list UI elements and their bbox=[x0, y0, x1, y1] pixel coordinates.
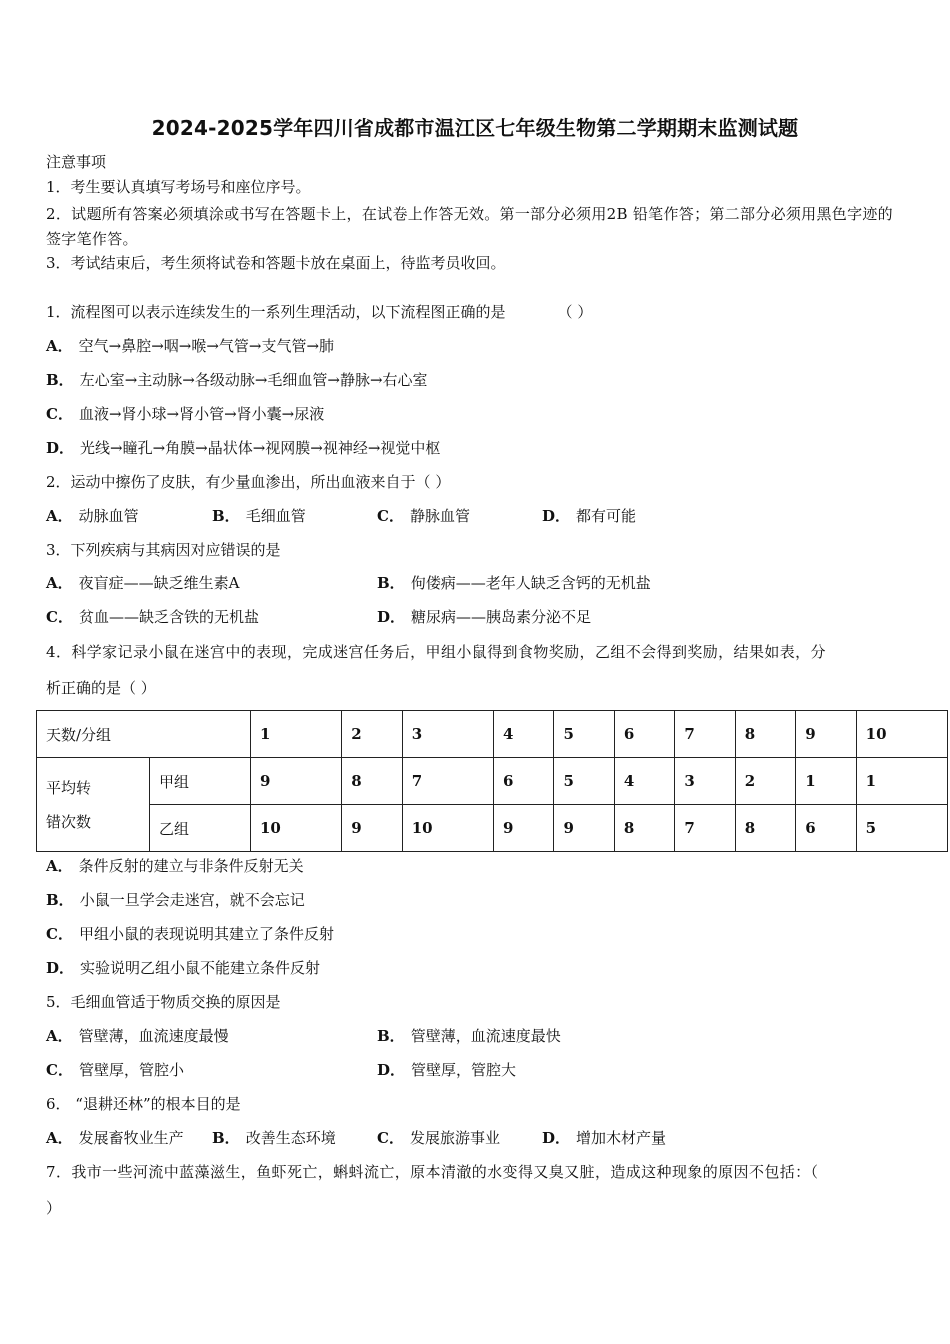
question-2-stem: 2．运动中擦伤了皮肤，有少量血渗出，所出血液来自于（ ） bbox=[46, 473, 451, 491]
table-cell: 7 bbox=[675, 805, 735, 852]
option-text: 发展旅游事业 bbox=[409, 1129, 500, 1147]
question-3-option-c bbox=[46, 607, 259, 627]
table-cell: 8 bbox=[342, 758, 402, 805]
table-cell: 2 bbox=[342, 711, 402, 758]
option-text: 甲组小鼠的表现说明其建立了条件反射 bbox=[78, 925, 334, 943]
option-text: 小鼠一旦学会走迷宫，就不会忘记 bbox=[79, 891, 305, 909]
option-letter: C． bbox=[46, 405, 73, 423]
question-3-option-b bbox=[377, 573, 651, 593]
question-5-option-d bbox=[377, 1060, 516, 1080]
question-5-option-b bbox=[377, 1026, 561, 1046]
row-group-line: 错次数 bbox=[46, 812, 92, 831]
option-text: 管壁厚，管腔小 bbox=[78, 1061, 184, 1079]
question-1-stem bbox=[46, 302, 592, 322]
table-cell: 5 bbox=[554, 758, 614, 805]
question-6-option-c bbox=[377, 1128, 500, 1148]
question-1-option-c bbox=[46, 404, 324, 424]
option-text: 光线→瞳孔→角膜→晶状体→视网膜→视神经→视觉中枢 bbox=[80, 439, 441, 457]
option-letter: B． bbox=[46, 371, 74, 389]
table-cell: 5 bbox=[856, 805, 947, 852]
option-letter: D． bbox=[46, 439, 75, 457]
table-cell: 9 bbox=[796, 711, 856, 758]
option-letter: A． bbox=[46, 1027, 73, 1045]
group-a-label: 甲组 bbox=[150, 758, 251, 805]
option-text: 动脉血管 bbox=[78, 507, 139, 525]
question-2-option-b bbox=[212, 506, 306, 526]
option-text: 都有可能 bbox=[576, 507, 637, 525]
question-6-stem: 6． “退耕还林”的根本目的是 bbox=[46, 1095, 241, 1113]
answer-bracket: （ ） bbox=[557, 303, 593, 321]
notice-heading: 注意事项 bbox=[46, 153, 107, 171]
option-letter: C． bbox=[46, 608, 73, 626]
table-cell: 1 bbox=[251, 711, 342, 758]
page-title: 2024-2025学年四川省成都市温江区七年级生物第二学期期末监测试题 bbox=[151, 116, 799, 140]
option-text: 左心室→主动脉→各级动脉→毛细血管→静脉→右心室 bbox=[79, 371, 428, 389]
option-text: 毛细血管 bbox=[245, 507, 306, 525]
table-cell: 9 bbox=[494, 805, 554, 852]
option-letter: D． bbox=[46, 959, 75, 977]
table-cell: 8 bbox=[735, 711, 795, 758]
table-cell: 3 bbox=[675, 758, 735, 805]
option-text: 血液→肾小球→肾小管→肾小囊→尿液 bbox=[78, 405, 325, 423]
option-text: 佝偻病——老年人缺乏含钙的无机盐 bbox=[410, 574, 651, 592]
table-cell: 2 bbox=[735, 758, 795, 805]
table-cell: 6 bbox=[614, 711, 674, 758]
results-table bbox=[36, 710, 948, 852]
option-text: 糖尿病——胰岛素分泌不足 bbox=[411, 608, 592, 626]
table-row bbox=[37, 805, 948, 852]
table-cell: 4 bbox=[494, 711, 554, 758]
option-text: 管壁厚，管腔大 bbox=[411, 1061, 517, 1079]
table-cell: 1 bbox=[796, 758, 856, 805]
option-letter: B． bbox=[212, 507, 240, 525]
table-row-group-label bbox=[37, 758, 150, 852]
option-letter: B． bbox=[212, 1129, 240, 1147]
question-2-option-a bbox=[46, 506, 139, 526]
table-cell: 10 bbox=[251, 805, 342, 852]
question-4-option-b bbox=[46, 890, 305, 910]
table-cell: 8 bbox=[614, 805, 674, 852]
question-6-option-b bbox=[212, 1128, 336, 1148]
row-group-line: 平均转 bbox=[46, 778, 92, 797]
option-letter: B． bbox=[377, 574, 405, 592]
question-5-option-a bbox=[46, 1026, 229, 1046]
question-4-option-d bbox=[46, 958, 320, 978]
question-4-option-a bbox=[46, 856, 304, 876]
question-4-stem-line1: 4．科学家记录小鼠在迷宫中的表现，完成迷宫任务后，甲组小鼠得到食物奖励，乙组不会得到奖励，结果如表，分 bbox=[46, 643, 826, 661]
table-cell: 9 bbox=[554, 805, 614, 852]
option-text: 管壁薄，血流速度最慢 bbox=[78, 1027, 229, 1045]
option-text: 发展畜牧业生产 bbox=[78, 1129, 184, 1147]
option-letter: A． bbox=[46, 337, 73, 355]
option-text: 增加木材产量 bbox=[576, 1129, 667, 1147]
notice-item: 2．试题所有答案必须填涂或书写在答题卡上，在试卷上作答无效。第一部分必须用2B 铅笔作答；第二部分必须用黑色字迹的签字笔作答。 bbox=[46, 205, 893, 248]
option-text: 管壁薄，血流速度最快 bbox=[410, 1027, 561, 1045]
option-letter: A． bbox=[46, 574, 73, 592]
option-letter: D． bbox=[542, 507, 571, 525]
option-letter: D． bbox=[377, 1061, 406, 1079]
question-3-option-d bbox=[377, 607, 591, 627]
notice-item: 1．考生要认真填写考场号和座位序号。 bbox=[46, 178, 311, 196]
option-letter: B． bbox=[377, 1027, 405, 1045]
table-row bbox=[37, 758, 948, 805]
table-cell: 7 bbox=[402, 758, 493, 805]
table-cell: 6 bbox=[796, 805, 856, 852]
option-letter: C． bbox=[46, 1061, 73, 1079]
question-7-stem-line1: 7．我市一些河流中蓝藻滋生，鱼虾死亡，蝌蚪流亡，原本清澈的水变得又臭又脏，造成这种现象的原因不包括：（ bbox=[46, 1163, 819, 1181]
table-header-row bbox=[37, 711, 948, 758]
table-cell: 10 bbox=[402, 805, 493, 852]
option-letter: C． bbox=[377, 507, 404, 525]
table-cell: 5 bbox=[554, 711, 614, 758]
option-letter: C． bbox=[46, 925, 73, 943]
table-cell: 9 bbox=[251, 758, 342, 805]
table-header-label: 天数/分组 bbox=[37, 711, 251, 758]
question-1-option-a bbox=[46, 336, 334, 356]
option-letter: B． bbox=[46, 891, 74, 909]
table-cell: 8 bbox=[735, 805, 795, 852]
option-letter: D． bbox=[377, 608, 406, 626]
question-stem-text: 1．流程图可以表示连续发生的一系列生理活动，以下流程图正确的是 bbox=[46, 303, 506, 321]
option-letter: C． bbox=[377, 1129, 404, 1147]
option-text: 实验说明乙组小鼠不能建立条件反射 bbox=[80, 959, 321, 977]
question-4-stem-line2: 析正确的是（ ） bbox=[46, 679, 156, 697]
option-letter: A． bbox=[46, 1129, 73, 1147]
group-b-label: 乙组 bbox=[150, 805, 251, 852]
question-1-option-b bbox=[46, 370, 428, 390]
question-4-option-c bbox=[46, 924, 334, 944]
table-cell: 7 bbox=[675, 711, 735, 758]
question-3-option-a bbox=[46, 573, 239, 593]
question-1-option-d bbox=[46, 438, 440, 458]
option-letter: A． bbox=[46, 857, 73, 875]
option-letter: D． bbox=[542, 1129, 571, 1147]
table-cell: 4 bbox=[614, 758, 674, 805]
option-text: 条件反射的建立与非条件反射无关 bbox=[78, 857, 304, 875]
question-6-option-d bbox=[542, 1128, 666, 1148]
option-text: 静脉血管 bbox=[409, 507, 470, 525]
question-2-option-d bbox=[542, 506, 636, 526]
table-cell: 3 bbox=[402, 711, 493, 758]
option-text: 贫血——缺乏含铁的无机盐 bbox=[78, 608, 259, 626]
table-cell: 10 bbox=[856, 711, 947, 758]
table-cell: 1 bbox=[856, 758, 947, 805]
table-cell: 9 bbox=[342, 805, 402, 852]
table-cell: 6 bbox=[494, 758, 554, 805]
option-text: 空气→鼻腔→咽→喉→气管→支气管→肺 bbox=[78, 337, 335, 355]
question-5-option-c bbox=[46, 1060, 184, 1080]
notice-item: 3．考试结束后，考生须将试卷和答题卡放在桌面上，待监考员收回。 bbox=[46, 254, 506, 272]
question-7-stem-line2: ） bbox=[46, 1199, 62, 1217]
option-text: 改善生态环境 bbox=[245, 1129, 336, 1147]
question-5-stem: 5．毛细血管适于物质交换的原因是 bbox=[46, 993, 281, 1011]
question-2-option-c bbox=[377, 506, 470, 526]
question-3-stem: 3．下列疾病与其病因对应错误的是 bbox=[46, 541, 281, 559]
option-text: 夜盲症——缺乏维生素A bbox=[78, 574, 240, 592]
option-letter: A． bbox=[46, 507, 73, 525]
question-6-option-a bbox=[46, 1128, 184, 1148]
